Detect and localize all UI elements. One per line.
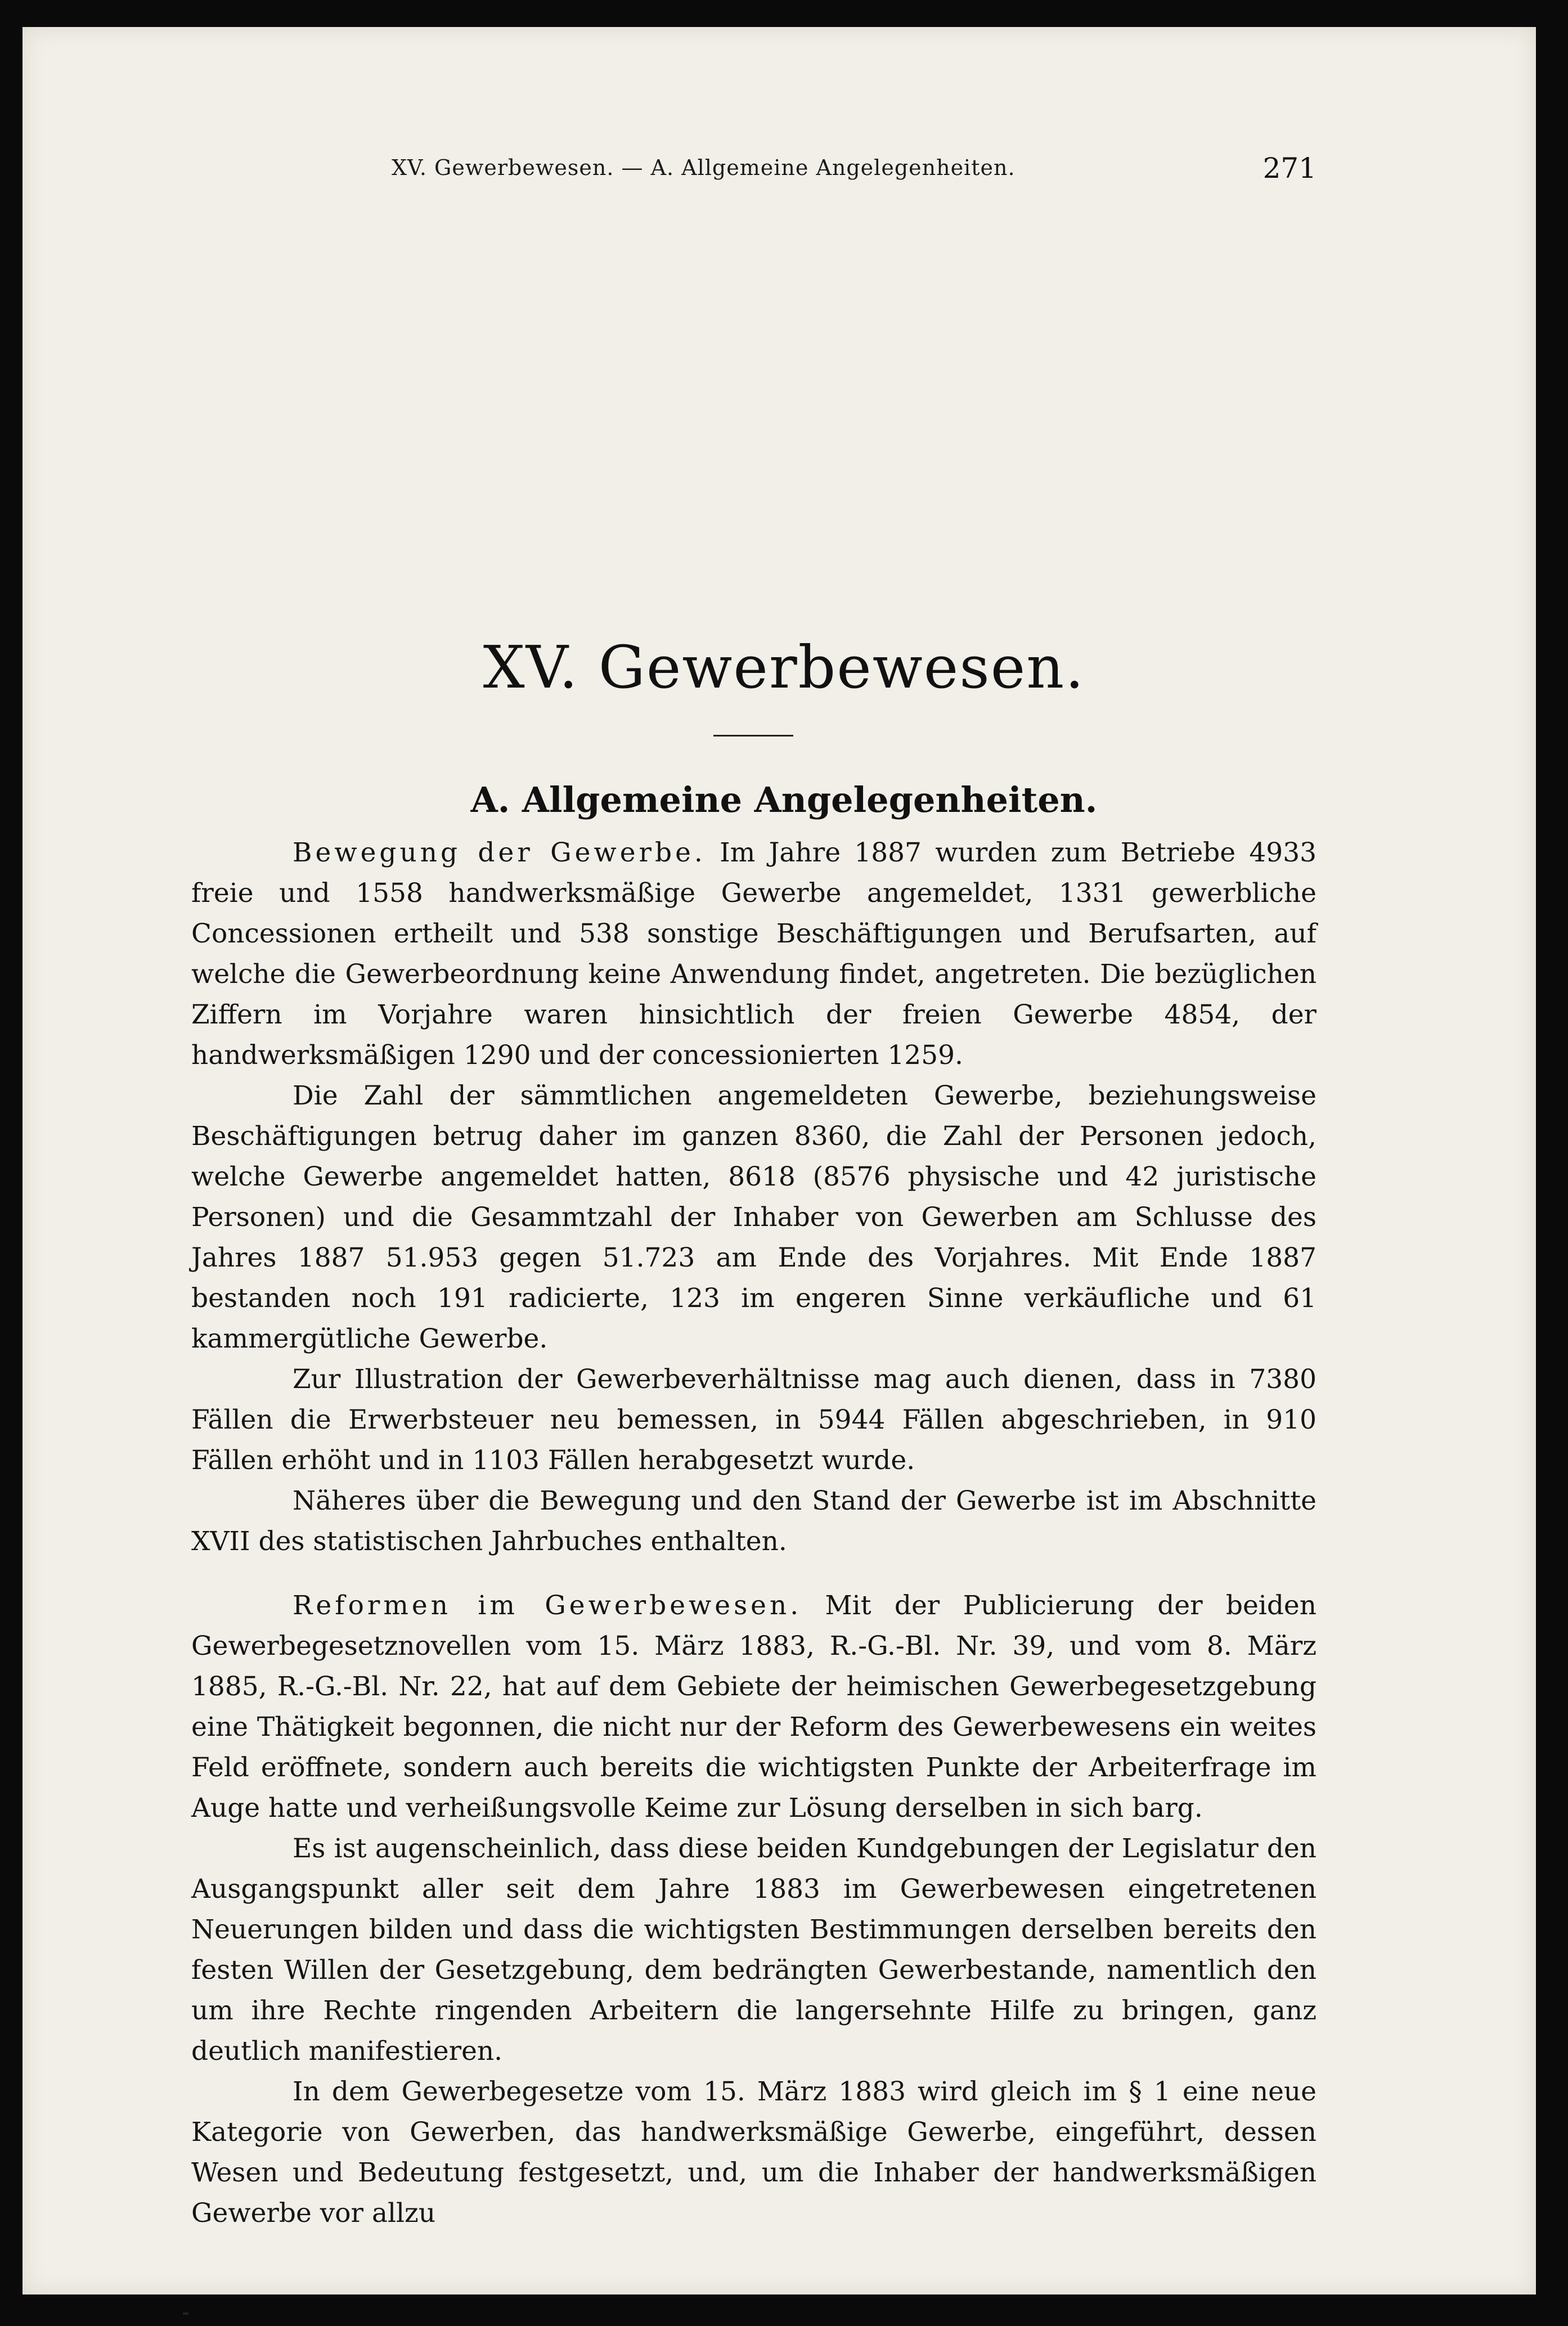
paragraph-lead: Bewegung der Gewerbe. xyxy=(293,837,706,868)
body-text xyxy=(191,833,1317,2234)
running-header xyxy=(191,152,1317,186)
paragraph-text: In dem Gewerbegesetze vom 15. März 1883 wird gleich im § 1 eine neue Kategorie von Gewerben, das handwerksmäßige Gewerbe, eingeführt, dessen Wesen und Bedeutung festgesetzt, und, um die Inhaber der handwerksmäßigen Gewerbe vor allzu xyxy=(191,2076,1317,2229)
chapter-title: XV. Gewerbewesen. xyxy=(483,633,1085,702)
paragraph xyxy=(191,1359,1317,1481)
paragraph-text: Im Jahre 1887 wurden zum Betriebe 4933 freie und 1558 handwerksmäßige Gewerbe angemeldet, 1331 gewerbliche Concessionen ertheilt und 538 sonstige Beschäftigungen und Berufsarten, auf welche die Gewerbeordnung keine Anwendung findet, angetreten. Die bezüglichen Ziffern im Vorjahre waren hinsichtlich der freien Gewerbe 4854, der handwerksmäßigen 1290 und der concessionierten 1259. xyxy=(191,837,1317,1071)
paragraph-lead: Reformen im Gewerbewesen. xyxy=(293,1590,802,1621)
paragraph-text: Zur Illustration der Gewerbeverhältnisse mag auch dienen, dass in 7380 Fällen die Erwerbsteuer neu bemessen, in 5944 Fällen abgeschrieben, in 910 Fällen erhöht und in 1103 Fällen herabgesetzt wurde. xyxy=(191,1364,1317,1476)
paragraph xyxy=(191,1481,1317,1562)
paragraph-text: Näheres über die Bewegung und den Stand der Gewerbe ist im Abschnitte XVII des statistischen Jahrbuches enthalten. xyxy=(191,1485,1317,1557)
paragraph xyxy=(191,2072,1317,2234)
paragraph-text: Die Zahl der sämmtlichen angemeldeten Gewerbe, beziehungsweise Beschäftigungen betrug daher im ganzen 8360, die Zahl der Personen jedoch, welche Gewerbe angemeldet hatten, 8618 (8576 physische und 42 juristische Personen) und die Gesammtzahl der Inhaber von Gewerben am Schlusse des Jahres 1887 51.953 gegen 51.723 am Ende des Vorjahres. Mit Ende 1887 bestanden noch 191 radicierte, 123 im engeren Sinne verkäufliche und 61 kammergütliche Gewerbe. xyxy=(191,1080,1317,1354)
paragraph-text: Es ist augenscheinlich, dass diese beiden Kundgebungen der Legislatur den Ausgangspunkt aller seit dem Jahre 1883 im Gewerbewesen eingetretenen Neuerungen bilden und dass die wichtigsten Bestimmungen derselben bereits den festen Willen der Gesetzgebung, dem bedrängten Gewerbestande, namentlich den um ihre Rechte ringenden Arbeitern die langersehnte Hilfe zu bringen, ganz deutlich manifestieren. xyxy=(191,1833,1317,2067)
scan-mark xyxy=(183,2312,188,2315)
running-title: XV. Gewerbewesen. — A. Allgemeine Angelegenheiten. xyxy=(392,155,1016,180)
section-title: A. Allgemeine Angelegenheiten. xyxy=(470,779,1098,820)
page-number: 271 xyxy=(1263,152,1317,185)
paragraph xyxy=(191,1076,1317,1359)
paragraph xyxy=(191,1829,1317,2072)
paragraph xyxy=(191,833,1317,1076)
paragraph-text: Mit der Publicierung der beiden Gewerbegesetznovellen vom 15. März 1883, R.-G.-Bl. Nr. 39, und vom 8. März 1885, R.-G.-Bl. Nr. 22, hat auf dem Gebiete der heimischen Gewerbegesetzgebung eine Thätigkeit begonnen, die nicht nur der Reform des Gewerbewesens ein weites Feld eröffnete, sondern auch bereits die wichtigsten Punkte der Arbeiterfrage im Auge hatte und verheißungsvolle Keime zur Lösung derselben in sich barg. xyxy=(191,1590,1317,1824)
title-divider xyxy=(713,735,793,737)
paragraph xyxy=(191,1586,1317,1829)
